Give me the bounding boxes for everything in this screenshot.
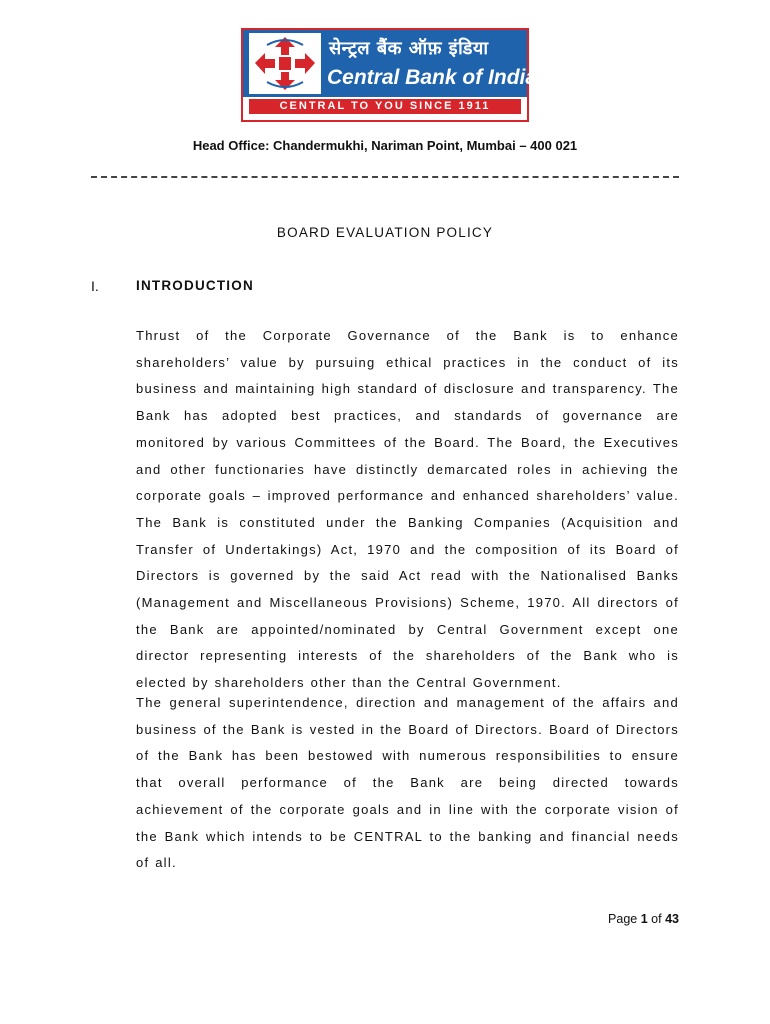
document-title: BOARD EVALUATION POLICY [276, 225, 494, 240]
total-page-count: 43 [665, 912, 679, 926]
bank-logo [241, 28, 538, 122]
body-paragraph: Thrust of the Corporate Governance of the Bank is to enhance shareholders’ value by pursuing ethical practices in the conduct of its business and maintaining high standard of disclosure and transparency. The Bank has adopted best practices, and standards of governance are monitored by various Committees of the Board. The Board, the Executives and other functionaries have distinctly demarcated roles in achieving the corporate goals – improved performance and enhanced shareholders’ value. The Bank is constituted under the Banking Companies (Acquisition and Transfer of Undertakings) Act, 1970 and the composition of its Board of Directors is governed by the said Act read with the Nationalised Banks (Management and Miscellaneous Provisions) Scheme, 1970. All directors of the Bank are appointed/nominated by Central Government except one director representing interests of the shareholders of the Bank who is elected by shareholders other than the Central Government. [136, 328, 679, 691]
emblem-graphic [249, 33, 321, 94]
logo-banner [243, 30, 538, 97]
section-heading: INTRODUCTION [136, 278, 254, 293]
body-paragraph: The general superintendence, direction and management of the affairs and business of the Bank is vested in the Board of Directors. Board of Directors of the Bank has been bestowed with numerous responsibilities to ensure that overall performance of the Bank are being directed towards achievement of the corporate goals and in line with the corporate vision of the Bank which intends to be CENTRAL to the banking and financial needs of all. [136, 695, 679, 871]
head-office-address: Head Office: Chandermukhi, Nariman Point, Mumbai – 400 021 [192, 138, 578, 153]
page-label: Page [608, 912, 638, 926]
current-page-number: 1 [640, 912, 648, 926]
of-label: of [651, 912, 662, 926]
logo-tagline: CENTRAL TO YOU SINCE 1911 [249, 99, 521, 114]
header-divider [91, 176, 679, 178]
bank-name-english: Central Bank of India [327, 66, 538, 89]
bank-emblem-icon [249, 33, 321, 94]
section-number: I. [91, 278, 99, 294]
bank-name-hindi: सेन्ट्रल बैंक ऑफ़ इंडिया [329, 38, 489, 59]
page-number-footer [608, 912, 679, 926]
